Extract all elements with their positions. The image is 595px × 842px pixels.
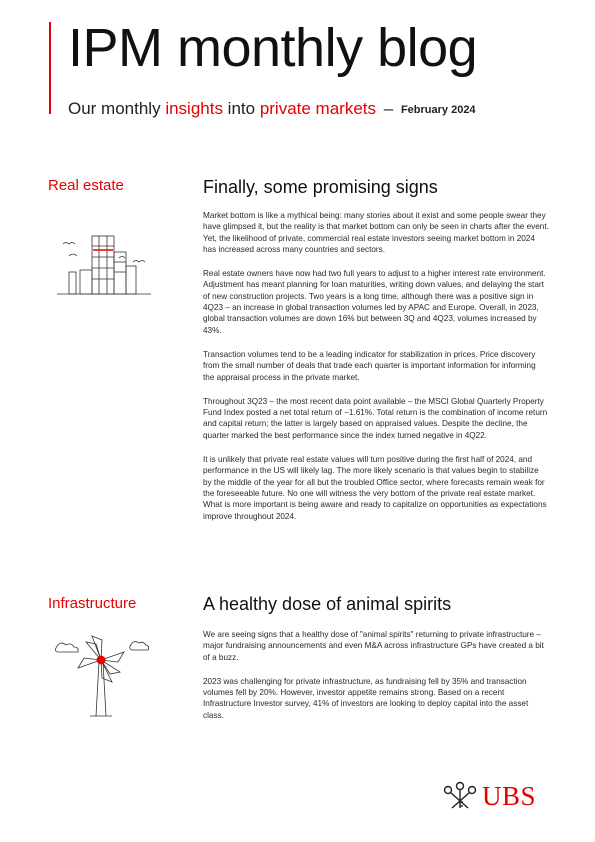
- three-keys-icon: [442, 780, 478, 812]
- header-accent-bar: [49, 22, 51, 114]
- subtitle-highlight-private-markets: private markets: [259, 99, 377, 118]
- subtitle-dash: –: [383, 99, 394, 118]
- ubs-logo: [442, 780, 536, 812]
- subtitle-highlight-insights: insights: [165, 99, 223, 118]
- paragraph: Throughout 3Q23 – the most recent data point available – the MSCI Global Quarterly Property Fund Index posted a net total return of −1.61%. Total return is the combination of income return and capital return; the latter is largely based on appraised values. Despite the decline, the quarter marked the best performance since the index turned negative in 4Q22.: [203, 396, 548, 440]
- subtitle-text-2: into: [222, 99, 260, 118]
- section-heading-infrastructure: A healthy dose of animal spirits: [203, 594, 452, 614]
- paragraph: We are seeing signs that a healthy dose of "animal spirits" returning to private infrastructure – major fundraising announcements and even M&A across infrastructure GPs have created a bit of a buzz.: [203, 630, 544, 662]
- windmill-icon: [52, 626, 162, 727]
- building-icon: [55, 232, 155, 303]
- paragraph: Market bottom is like a mythical being: many stories about it exist and some people swear they have glimpsed it, but the reality is that market bottom can only be seen in charts after the event. Yet, the likelihood of private, commercial real estate investors seeing market bottom in 2024 has increased across many countries and sectors.: [203, 211, 549, 254]
- section-heading-real-estate: Finally, some promising signs: [203, 177, 438, 197]
- paragraph: It is unlikely that private real estate values will turn positive during the first half of 2024, and performance in the US will likely lag. The more likely scenario is that values begin to stabilize by the middle of the year for all but the troubled Office sector, where forecasts remain weak for the foreseeable future. No one will witness the very bottom of the private real estate market. What is more important is being aware and ready to capitalize on opportunities as expectations improve throughout 2024.: [203, 455, 547, 521]
- paragraph: Real estate owners have now had two full years to adjust to a higher interest rate environment. Adjustment has meant planning for loan maturities, writing down values, and delaying the start of new construction projects. Two years is a long time, although there was a positive sign in 4Q23 – an increase in global transaction volumes led by APAC and Europe. Overall, in 2023, global transaction volumes are down 16% but between 3Q and 4Q23, volumes increased by 43%.: [203, 269, 546, 335]
- ubs-wordmark: UBS: [482, 780, 537, 811]
- subtitle-text-1: Our monthly: [68, 99, 166, 118]
- section-body-real-estate: [203, 210, 549, 535]
- page-subtitle: [68, 98, 476, 121]
- page-title: IPM monthly blog: [68, 18, 478, 78]
- publication-date: February 2024: [400, 104, 476, 116]
- paragraph: Transaction volumes tend to be a leading indicator for stabilization in prices. Price discovery from the small number of deals that trade each quarter is important information for informing the appraisal process in the private market.: [203, 349, 536, 382]
- section-label-infrastructure: Infrastructure: [48, 595, 137, 612]
- paragraph: 2023 was challenging for private infrastructure, as fundraising fell by 35% and transaction volumes fell by 20%. However, investor appetite remains strong. Based on a recent Infrastructure Investor survey, 41% of investors are looking to deploy capital into the asset class.: [203, 676, 529, 720]
- section-label-real-estate: Real estate: [48, 177, 124, 194]
- section-body-infrastructure: [203, 629, 549, 734]
